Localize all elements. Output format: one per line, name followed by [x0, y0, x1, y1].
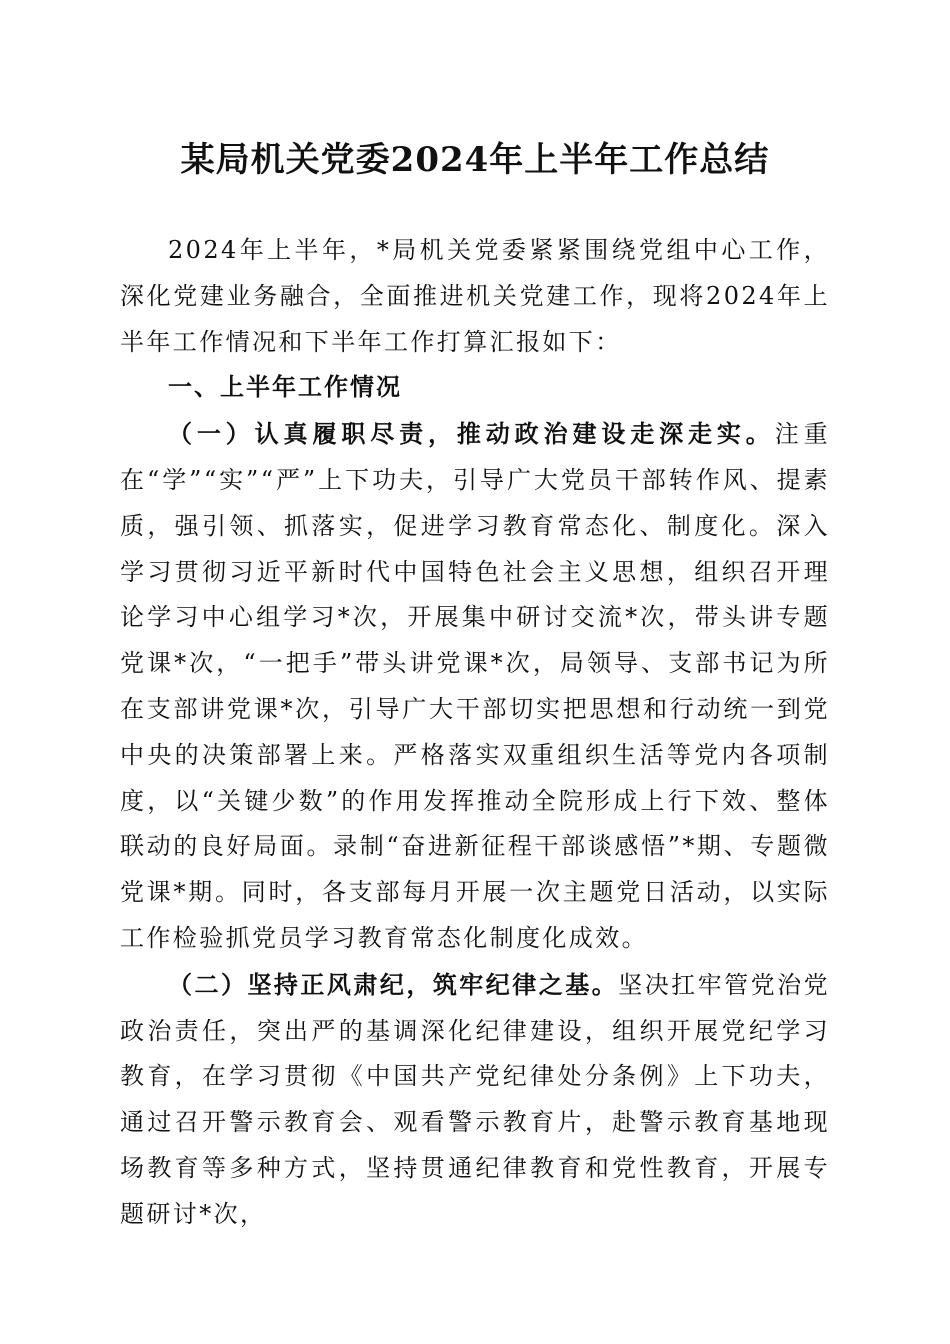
- document-body: [120, 228, 830, 1238]
- document-title: 某局机关党委2024年上半年工作总结: [180, 140, 770, 180]
- item-1-text: 注重在“学”“实”“严”上下功夫，引导广大党员干部转作风、提素质，强引领、抓落实，促进学习教育常态化、制度化。深入学习贯彻习近平新时代中国特色社会主义思想，组织召开理论学习中心组学习*次，开展集中研讨交流*次，带头讲专题党课*次，“一把手”带头讲党课*次，局领导、支部书记为所在支部讲党课*次，引导广大干部切实把思想和行动统一到党中央的决策部署上来。严格落实双重组织生活等党内各项制度，以“关键少数”的作用发挥推动全院形成上行下效、整体联动的良好局面。录制“奋进新征程干部谈感悟”*期、专题微党课*期。同时，各支部每月开展一次主题党日活动，以实际工作检验抓党员学习教育常态化制度化成效。: [120, 420, 830, 952]
- item-1-lead: （一）认真履职尽责，推动政治建设走深走实。: [168, 419, 775, 449]
- item-2-lead: （二）坚持正风肃纪，筑牢纪律之基。: [168, 969, 619, 999]
- section-heading-1: 一、上半年工作情况: [168, 373, 402, 402]
- item-2-text: 坚决扛牢管党治党政治责任，突出严的基调深化纪律建设，组织开展党纪学习教育，在学习贯彻《中国共产党纪律处分条例》上下功夫，通过召开警示教育会、观看警示教育片，赴警示教育基地现场教育等多种方式，坚持贯通纪律教育和党性教育，开展专题研讨*次，: [120, 970, 830, 1228]
- intro-paragraph: 2024年上半年，*局机关党委紧紧围绕党组中心工作，深化党建业务融合，全面推进机关党建工作，现将2024年上半年工作情况和下半年工作打算汇报如下：: [120, 236, 830, 356]
- item-2-paragraph: [120, 962, 830, 1238]
- item-1-paragraph: [120, 411, 830, 962]
